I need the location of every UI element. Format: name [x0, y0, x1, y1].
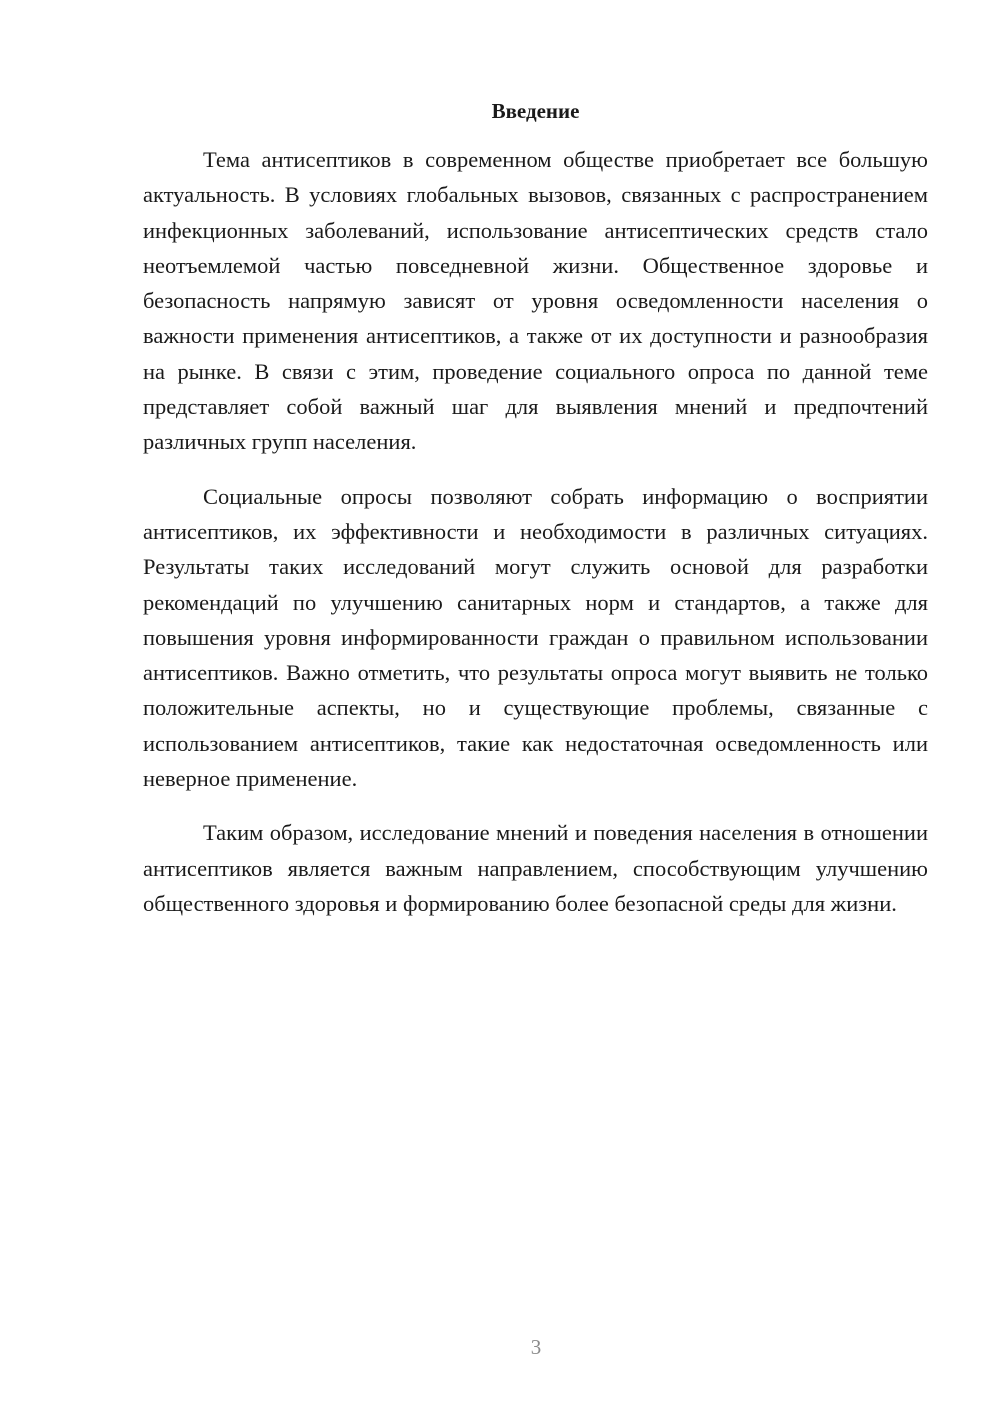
paragraph-2: Социальные опросы позволяют собрать информацию о восприятии антисептиков, их эффективности и необходимости в различных ситуациях. Результаты таких исследований могут служить основой для разработки рекомендаций по улучшению санитарных норм и стандартов, а также для повышения уровня информированности граждан о правильном использовании антисептиков. Важно отметить, что результаты опроса могут выявить не только положительные аспекты, но и существующие проблемы, связанные с использованием антисептиков, такие как недостаточная осведомленность или неверное применение.	[143, 483, 928, 792]
paragraph-1: Тема антисептиков в современном обществе приобретает все большую актуальность. В условиях глобальных вызовов, связанных с распространением инфекционных заболеваний, использование антисептических средств стало неотъемлемой частью повседневной жизни. Общественное здоровье и безопасность напрямую зависят от уровня осведомленности населения о важности применения антисептиков, а также от их доступности и разнообразия на рынке. В связи с этим, проведение социального опроса по данной теме представляет собой важный шаг для выявления мнений и предпочтений различных групп населения.	[143, 147, 928, 455]
section-heading: Введение	[491, 99, 580, 123]
page-number: 3	[530, 1335, 542, 1359]
paragraph-3: Таким образом, исследование мнений и поведения населения в отношении антисептиков является важным направлением, способствующим улучшению общественного здоровья и формированию более безопасной среды для жизни.	[143, 820, 928, 916]
body-text	[143, 142, 928, 921]
